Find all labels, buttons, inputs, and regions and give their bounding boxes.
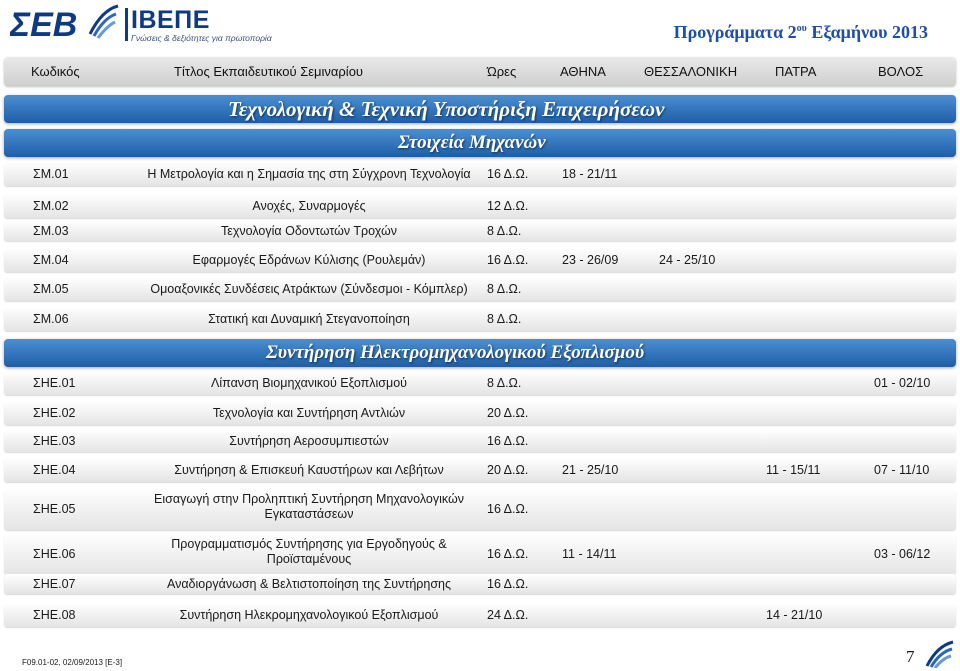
row-hours: 8 Δ.Ω. <box>487 375 522 390</box>
row-code: ΣΜ.06 <box>33 311 69 326</box>
row-title: Λίπανση Βιομηχανικού Εξοπλισμού <box>211 375 407 390</box>
main-heading: Τεχνολογική & Τεχνική Υποστήριξη Επιχειρήσεων <box>228 97 665 121</box>
column-header <box>4 57 956 86</box>
row-title: Προγραμματισμός Συντήρησης για Εργοδηγούς & Προϊσταμένους <box>171 537 447 566</box>
col-athens: ΑΘΗΝΑ <box>560 64 606 79</box>
row-volos: 03 - 06/12 <box>874 546 931 561</box>
table-row <box>4 221 956 241</box>
row-code: ΣΜ.03 <box>33 223 69 238</box>
section2-band <box>4 339 956 367</box>
row-volos: 07 - 11/10 <box>874 462 930 477</box>
section1-band <box>4 129 956 157</box>
table-row <box>4 574 956 594</box>
row-patra: 11 - 15/11 <box>766 462 821 477</box>
row-title: Ανοχές, Συναρμογές <box>252 198 366 213</box>
ibepe-logo-bar <box>125 8 128 41</box>
row-code: ΣΜ.01 <box>33 166 69 181</box>
table-row <box>4 533 956 575</box>
row-patra: 14 - 21/10 <box>766 607 823 622</box>
main-heading-band <box>4 95 956 123</box>
row-hours: 8 Δ.Ω. <box>487 281 522 296</box>
row-hours: 16 Δ.Ω. <box>487 252 529 267</box>
table-row <box>4 430 956 452</box>
page-number: 7 <box>906 647 915 666</box>
row-title: Τεχνολογία και Συντήρηση Αντλιών <box>212 405 406 420</box>
row-code: ΣΗΕ.07 <box>33 576 76 591</box>
col-title: Τίτλος Εκπαιδευτικού Σεμιναρίου <box>174 64 364 79</box>
col-hours: Ώρες <box>487 64 517 79</box>
table-row <box>4 488 956 530</box>
row-hours: 16 Δ.Ω. <box>487 576 529 591</box>
col-thessaloniki: ΘΕΣΣΑΛΟΝΙΚΗ <box>644 64 738 79</box>
row-hours: 8 Δ.Ω. <box>487 311 522 326</box>
program-title-sup: ου <box>796 23 807 34</box>
row-title: Η Μετρολογία και η Σημασία της στη Σύγχρονη Τεχνολογία <box>147 166 471 181</box>
section2-title: Συντήρηση Ηλεκτρομηχανολογικού Εξοπλισμού <box>266 342 645 363</box>
row-title: Συντήρηση Αεροσυμπιεστών <box>229 433 389 448</box>
row-code: ΣΗΕ.05 <box>33 501 76 516</box>
row-hours: 16 Δ.Ω. <box>487 501 529 516</box>
row-code: ΣΗΕ.08 <box>33 607 76 622</box>
row-volos: 01 - 02/10 <box>874 375 931 390</box>
row-thessaloniki: 24 - 25/10 <box>659 252 716 267</box>
seb-logo-text: ΣΕΒ <box>10 6 78 42</box>
table-row <box>4 248 956 272</box>
col-code: Κωδικός <box>31 64 80 79</box>
row-code: ΣΗΕ.03 <box>33 433 76 448</box>
row-athens: 18 - 21/11 <box>562 166 618 181</box>
row-code: ΣΗΕ.01 <box>33 375 76 390</box>
section1-title: Στοιχεία Μηχανών <box>398 132 546 153</box>
row-code: ΣΜ.05 <box>33 281 69 296</box>
row-code: ΣΗΕ.06 <box>33 546 76 561</box>
row-hours: 16 Δ.Ω. <box>487 166 529 181</box>
seb-swoosh-icon <box>90 6 118 38</box>
col-patra: ΠΑΤΡΑ <box>775 64 817 79</box>
ibepe-tagline: Γνώσεις & δεξιότητες για πρωτοπορία <box>131 33 272 43</box>
table-row <box>4 371 956 395</box>
row-hours: 12 Δ.Ω. <box>487 198 529 213</box>
ibepe-logo-text: ΙΒΕΠΕ <box>131 6 210 34</box>
row-athens: 11 - 14/11 <box>562 546 617 561</box>
row-hours: 20 Δ.Ω. <box>487 462 529 477</box>
row-code: ΣΜ.02 <box>33 198 69 213</box>
row-code: ΣΜ.04 <box>33 252 69 267</box>
row-title: Τεχνολογία Οδοντωτών Τροχών <box>221 223 397 238</box>
footer-doc-code: F09.01-02, 02/09/2013 [E-3] <box>22 658 123 667</box>
table-row <box>4 194 956 218</box>
program-title <box>674 22 928 43</box>
row-hours: 16 Δ.Ω. <box>487 546 529 561</box>
table-row <box>4 277 956 301</box>
table-row <box>4 603 956 627</box>
row-title: Στατική και Δυναμική Στεγανοποίηση <box>208 311 410 326</box>
row-hours: 20 Δ.Ω. <box>487 405 529 420</box>
row-code: ΣΗΕ.02 <box>33 405 76 420</box>
row-hours: 16 Δ.Ω. <box>487 433 529 448</box>
row-title: Εφαρμογές Εδράνων Κύλισης (Ρουλεμάν) <box>192 252 426 267</box>
seb-logo <box>10 4 120 42</box>
row-athens: 21 - 25/10 <box>562 462 619 477</box>
ibepe-logo <box>125 6 285 42</box>
row-athens: 23 - 26/09 <box>562 252 619 267</box>
row-title: Αναδιοργάνωση & Βελτιστοποίηση της Συντήρησης <box>166 576 452 591</box>
row-hours: 8 Δ.Ω. <box>487 223 522 238</box>
table-row <box>4 307 956 331</box>
row-title: Εισαγωγή στην Προληπτική Συντήρηση Μηχανολογικών Εγκαταστάσεων <box>154 492 464 521</box>
program-title-end: Εξαμήνου 2013 <box>806 22 928 42</box>
row-hours: 24 Δ.Ω. <box>487 607 529 622</box>
table-row <box>4 458 956 482</box>
table-row <box>4 401 956 425</box>
col-volos: ΒΟΛΟΣ <box>878 64 924 79</box>
row-code: ΣΗΕ.04 <box>33 462 76 477</box>
row-title: Συντήρηση & Επισκευή Καυστήρων και Λεβήτων <box>174 462 444 477</box>
program-title-main: Προγράμματα 2 <box>673 22 797 42</box>
table-row <box>4 162 956 186</box>
swoosh-logo-icon <box>925 640 955 668</box>
row-title: Ομοαξονικές Συνδέσεις Ατράκτων (Σύνδεσμοι - Κόμπλερ) <box>150 281 468 296</box>
row-title: Συντήρηση Ηλεκρομηχανολογικού Εξοπλισμού <box>179 607 439 622</box>
